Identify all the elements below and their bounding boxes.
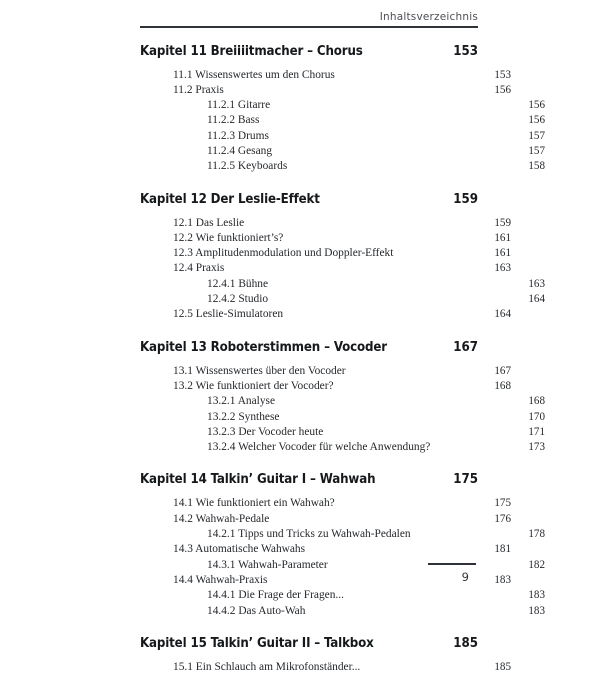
toc-entry-page-number: 168 bbox=[528, 394, 545, 409]
toc-entry-label: 12.4 Praxis bbox=[173, 261, 224, 276]
toc-entry-label: 14.2.1 Tipps und Tricks zu Wahwah-Pedalen bbox=[207, 527, 411, 542]
chapter-page-number: 175 bbox=[453, 472, 478, 487]
chapter-block bbox=[140, 44, 478, 175]
toc-entry-label: 12.5 Leslie-Simulatoren bbox=[173, 307, 283, 322]
toc-entry-page-number: 183 bbox=[528, 604, 545, 619]
toc-entry-page-number: 157 bbox=[528, 129, 545, 144]
toc-entry[interactable] bbox=[140, 246, 511, 261]
toc-entry-label: 11.2.3 Drums bbox=[207, 129, 269, 144]
toc-entry-page-number: 182 bbox=[528, 558, 545, 573]
toc-entry-label: 12.3 Amplitudenmodulation und Doppler-Effekt bbox=[173, 246, 393, 261]
toc-entry-label: 11.2.5 Keyboards bbox=[207, 159, 287, 174]
toc-entry-page-number: 158 bbox=[528, 159, 545, 174]
chapter-title: Kapitel 14 Talkin’ Guitar I – Wahwah bbox=[140, 472, 375, 487]
toc-entry-page-number: 163 bbox=[528, 277, 545, 292]
toc-entry[interactable] bbox=[140, 425, 545, 440]
toc-entry-label: 11.2 Praxis bbox=[173, 83, 224, 98]
chapter-page-number: 153 bbox=[453, 44, 478, 59]
toc-entry-page-number: 156 bbox=[528, 113, 545, 128]
chapter-page-number: 159 bbox=[453, 192, 478, 207]
toc-entry-page-number: 171 bbox=[528, 425, 545, 440]
chapter-heading[interactable] bbox=[140, 340, 478, 355]
toc-entry[interactable] bbox=[140, 129, 545, 144]
toc-entry-label: 12.4.1 Bühne bbox=[207, 277, 268, 292]
chapter-heading[interactable] bbox=[140, 44, 478, 59]
toc-entry-page-number: 161 bbox=[494, 231, 511, 246]
toc-entry-label: 14.1 Wie funktioniert ein Wahwah? bbox=[173, 496, 335, 511]
toc-entry-label: 13.2.2 Synthese bbox=[207, 410, 279, 425]
toc-entry-label: 12.2 Wie funktioniert’s? bbox=[173, 231, 283, 246]
toc-entry-label: 13.2.1 Analyse bbox=[207, 394, 275, 409]
toc-entry[interactable] bbox=[140, 527, 545, 542]
toc-entry[interactable] bbox=[140, 98, 545, 113]
toc-entry-page-number: 176 bbox=[494, 512, 511, 527]
toc-entry[interactable] bbox=[140, 379, 511, 394]
page-footer bbox=[140, 563, 478, 584]
toc-entry[interactable] bbox=[140, 410, 545, 425]
toc-entry[interactable] bbox=[140, 307, 511, 322]
toc-entry-page-number: 170 bbox=[528, 410, 545, 425]
toc-entry-label: 12.1 Das Leslie bbox=[173, 216, 244, 231]
toc-entry-label: 11.2.2 Bass bbox=[207, 113, 259, 128]
toc-entry-label: 14.4.1 Die Frage der Fragen... bbox=[207, 588, 344, 603]
toc-entry-page-number: 153 bbox=[494, 68, 511, 83]
toc-entry[interactable] bbox=[140, 277, 545, 292]
chapter-title: Kapitel 15 Talkin’ Guitar II – Talkbox bbox=[140, 636, 374, 651]
toc-entry-page-number: 164 bbox=[528, 292, 545, 307]
toc-entry[interactable] bbox=[140, 261, 511, 276]
toc-entry-page-number: 157 bbox=[528, 144, 545, 159]
toc-entry-page-number: 163 bbox=[494, 261, 511, 276]
chapter-block bbox=[140, 472, 478, 618]
toc-entry[interactable] bbox=[140, 144, 545, 159]
chapter-page-number: 167 bbox=[453, 340, 478, 355]
toc-entry[interactable] bbox=[140, 542, 511, 557]
toc-entry-page-number: 164 bbox=[494, 307, 511, 322]
chapter-title: Kapitel 11 Breiiiitmacher – Chorus bbox=[140, 44, 363, 59]
chapter-block bbox=[140, 340, 478, 456]
toc-entry-page-number: 178 bbox=[528, 527, 545, 542]
toc-entry[interactable] bbox=[140, 216, 511, 231]
toc-entry-label: 15.1 Ein Schlauch am Mikrofonständer... bbox=[173, 660, 360, 675]
toc-entry[interactable] bbox=[140, 394, 545, 409]
toc-entry-page-number: 168 bbox=[494, 379, 511, 394]
toc-entry-label: 14.4 Wahwah-Praxis bbox=[173, 573, 267, 588]
toc-entry[interactable] bbox=[140, 292, 545, 307]
toc-entry-page-number: 181 bbox=[494, 542, 511, 557]
toc-entry-page-number: 183 bbox=[528, 588, 545, 603]
toc-entry-label: 11.2.4 Gesang bbox=[207, 144, 272, 159]
toc-entry-page-number: 156 bbox=[494, 83, 511, 98]
toc-entry-label: 14.3 Automatische Wahwahs bbox=[173, 542, 305, 557]
chapter-heading[interactable] bbox=[140, 472, 478, 487]
toc-entry-label: 13.2.3 Der Vocoder heute bbox=[207, 425, 323, 440]
toc-entry-page-number: 159 bbox=[494, 216, 511, 231]
chapter-block bbox=[140, 192, 478, 323]
toc-entry-label: 14.3.1 Wahwah-Parameter bbox=[207, 558, 328, 573]
toc-entry-label: 14.2 Wahwah-Pedale bbox=[173, 512, 269, 527]
toc-entry[interactable] bbox=[140, 660, 511, 675]
chapter-heading[interactable] bbox=[140, 192, 478, 207]
header-rule bbox=[140, 26, 478, 28]
toc-entry-label: 11.1 Wissenswertes um den Chorus bbox=[173, 68, 335, 83]
folio-page-number: 9 bbox=[140, 565, 478, 584]
toc-entry[interactable] bbox=[140, 512, 511, 527]
toc-entry-page-number: 173 bbox=[528, 440, 545, 455]
chapter-title: Kapitel 12 Der Leslie-Effekt bbox=[140, 192, 320, 207]
toc-entry-page-number: 156 bbox=[528, 98, 545, 113]
chapter-block bbox=[140, 636, 478, 675]
toc-entry-page-number: 161 bbox=[494, 246, 511, 261]
toc-entry[interactable] bbox=[140, 83, 511, 98]
toc-entry-label: 13.2.4 Welcher Vocoder für welche Anwendung? bbox=[207, 440, 430, 455]
toc-entry-label: 13.2 Wie funktioniert der Vocoder? bbox=[173, 379, 334, 394]
toc-entry[interactable] bbox=[140, 113, 545, 128]
toc-entry-page-number: 183 bbox=[494, 573, 511, 588]
toc-entry[interactable] bbox=[140, 440, 545, 455]
toc-entry-page-number: 175 bbox=[494, 496, 511, 511]
toc-entry-label: 13.1 Wissenswertes über den Vocoder bbox=[173, 364, 346, 379]
chapter-page-number: 185 bbox=[453, 636, 478, 651]
toc-entry[interactable] bbox=[140, 364, 511, 379]
toc-entry[interactable] bbox=[140, 231, 511, 246]
running-head: Inhaltsverzeichnis bbox=[140, 0, 478, 26]
chapter-heading[interactable] bbox=[140, 636, 478, 651]
toc-entry-page-number: 167 bbox=[494, 364, 511, 379]
toc-entry[interactable] bbox=[140, 588, 545, 603]
toc-entry[interactable] bbox=[140, 604, 545, 619]
toc-entry-label: 11.2.1 Gitarre bbox=[207, 98, 270, 113]
toc-entry-label: 14.4.2 Das Auto-Wah bbox=[207, 604, 305, 619]
toc-entry-label: 12.4.2 Studio bbox=[207, 292, 268, 307]
toc-entry-page-number: 185 bbox=[494, 660, 511, 675]
toc-entry[interactable] bbox=[140, 496, 511, 511]
toc-entry[interactable] bbox=[140, 159, 545, 174]
toc-entry[interactable] bbox=[140, 68, 511, 83]
chapter-title: Kapitel 13 Roboterstimmen – Vocoder bbox=[140, 340, 387, 355]
